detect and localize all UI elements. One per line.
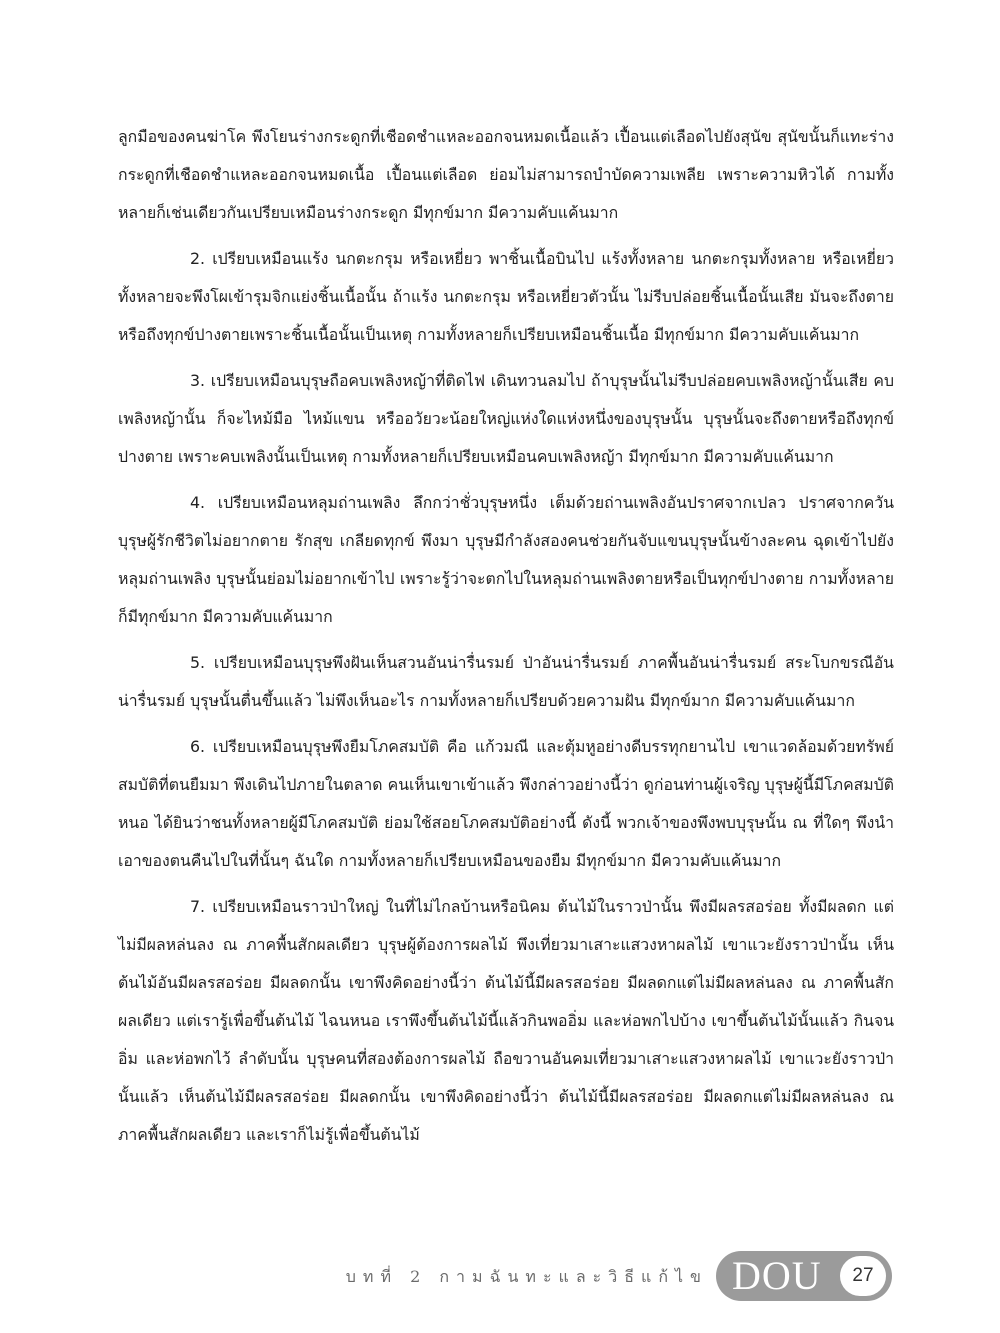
paragraph-item-2: 2. เปรียบเหมือนแร้ง นกตะกรุม หรือเหยี่ยว พาชิ้นเนื้อบินไป แร้งทั้งหลาย นกตะกรุมทั้งหลาย หรือเหยี่ยวทั้งหลายจะพึงโผเข้ารุมจิกแย่งชิ้นเนื้อนั้น ถ้าแร้ง นกตะกรุม หรือเหยี่ยวตัวนั้น ไม่รีบปล่อยชิ้นเนื้อนั้นเสีย มันจะถึงตาย หรือถึงทุกข์ปางตายเพราะชิ้นเนื้อนั้นเป็นเหตุ กามทั้งหลายก็เปรียบเหมือนชิ้นเนื้อ มีทุกข์มาก มีความคับแค้นมาก <box>118 249 894 344</box>
chapter-title: บทที่ 2 กามฉันทะและวิธีแก้ไข <box>345 1267 708 1286</box>
paragraph-item-3: 3. เปรียบเหมือนบุรุษถือคบเพลิงหญ้าที่ติดไฟ เดินทวนลมไป ถ้าบุรุษนั้นไม่รีบปล่อยคบเพลิงหญ้านั้นเสีย คบเพลิงหญ้านั้น ก็จะไหม้มือ ไหม้แขน หรืออวัยวะน้อยใหญ่แห่งใดแห่งหนึ่งของบุรุษนั้น บุรุษนั้นจะถึงตายหรือถึงทุกข์ปางตาย เพราะคบเพลิงนั้นเป็นเหตุ กามทั้งหลายก็เปรียบเหมือนคบเพลิงหญ้า มีทุกข์มาก มีความคับแค้นมาก <box>118 371 894 466</box>
paragraph-item-6: 6. เปรียบเหมือนบุรุษพึงยืมโภคสมบัติ คือ แก้วมณี และตุ้มหูอย่างดีบรรทุกยานไป เขาแวดล้อมด้วยทรัพย์สมบัติที่ตนยืมมา พึงเดินไปภายในตลาด คนเห็นเขาเข้าแล้ว พึงกล่าวอย่างนี้ว่า ดูก่อนท่านผู้เจริญ บุรุษผู้นี้มีโภคสมบัติหนอ ได้ยินว่าชนทั้งหลายผู้มีโภคสมบัติ ย่อมใช้สอยโภคสมบัติอย่างนี้ ดังนี้ พวกเจ้าของพึงพบบุรุษนั้น ณ ที่ใดๆ พึงนำเอาของตนคืนไปในที่นั้นๆ ฉันใด กามทั้งหลายก็เปรียบเหมือนของยืม มีทุกข์มาก มีความคับแค้นมาก <box>118 737 894 870</box>
page-footer <box>0 1245 1000 1305</box>
paragraph-item-4: 4. เปรียบเหมือนหลุมถ่านเพลิง ลึกกว่าชั่วบุรุษหนึ่ง เต็มด้วยถ่านเพลิงอันปราศจากเปลว ปราศจากควัน บุรุษผู้รักชีวิตไม่อยากตาย รักสุข เกลียดทุกข์ พึงมา บุรุษมีกำลังสองคนช่วยกันจับแขนบุรุษนั้นข้างละคน ฉุดเข้าไปยังหลุมถ่านเพลิง บุรุษนั้นย่อมไม่อยากเข้าไป เพราะรู้ว่าจะตกไปในหลุมถ่านเพลิงตายหรือเป็นทุกข์ปางตาย กามทั้งหลายก็มีทุกข์มาก มีความคับแค้นมาก <box>118 493 894 626</box>
page-body <box>118 118 894 1162</box>
dou-logo: DOU <box>732 1253 822 1298</box>
paragraph-item-5: 5. เปรียบเหมือนบุรุษพึงฝันเห็นสวนอันน่ารื่นรมย์ ป่าอันน่ารื่นรมย์ ภาคพื้นอันน่ารื่นรมย์ สระโบกขรณีอันน่ารื่นรมย์ บุรุษนั้นตื่นขึ้นแล้ว ไม่พึงเห็นอะไร กามทั้งหลายก็เปรียบด้วยความฝัน มีทุกข์มาก มีความคับแค้นมาก <box>118 653 894 710</box>
paragraph-continuation: ลูกมือของคนฆ่าโค พึงโยนร่างกระดูกที่เชือดชำแหละออกจนหมดเนื้อแล้ว เปื้อนแต่เลือดไปยังสุนัข สุนัขนั้นก็แทะร่างกระดูกที่เชือดชำแหละออกจนหมดเนื้อ เปื้อนแต่เลือด ย่อมไม่สามารถบำบัดความเพลีย เพราะความหิวได้ กามทั้งหลายก็เช่นเดียวกันเปรียบเหมือนร่างกระดูก มีทุกข์มาก มีความคับแค้นมาก <box>118 127 894 222</box>
page-badge <box>716 1251 892 1301</box>
paragraph-item-7: 7. เปรียบเหมือนราวป่าใหญ่ ในที่ไม่ไกลบ้านหรือนิคม ต้นไม้ในราวป่านั้น พึงมีผลรสอร่อย ทั้งมีผลดก แต่ไม่มีผลหล่นลง ณ ภาคพื้นสักผลเดียว บุรุษผู้ต้องการผลไม้ พึงเที่ยวมาเสาะแสวงหาผลไม้ เขาแวะยังราวป่านั้น เห็นต้นไม้อันมีผลรสอร่อย มีผลดกนั้น เขาพึงคิดอย่างนี้ว่า ต้นไม้นี้มีผลรสอร่อย มีผลดกแต่ไม่มีผลหล่นลง ณ ภาคพื้นสักผลเดียว แต่เรารู้เพื่อขึ้นต้นไม้ ไฉนหนอ เราพึงขึ้นต้นไม้นี้แล้วกินพออิ่ม และห่อพกไปบ้าง เขาขึ้นต้นไม้นั้นแล้ว กินจนอิ่ม และห่อพกไว้ ลำดับนั้น บุรุษคนที่สองต้องการผลไม้ ถือขวานอันคมเที่ยวมาเสาะแสวงหาผลไม้ เขาแวะยังราวป่านั้นแล้ว เห็นต้นไม้มีผลรสอร่อย มีผลดกนั้น เขาพึงคิดอย่างนี้ว่า ต้นไม้นี้มีผลรสอร่อย มีผลดกแต่ไม่มีผลหล่นลง ณ ภาคพื้นสักผลเดียว และเราก็ไม่รู้เพื่อขึ้นต้นไม้ <box>118 897 894 1144</box>
page-number: 27 <box>840 1256 886 1296</box>
